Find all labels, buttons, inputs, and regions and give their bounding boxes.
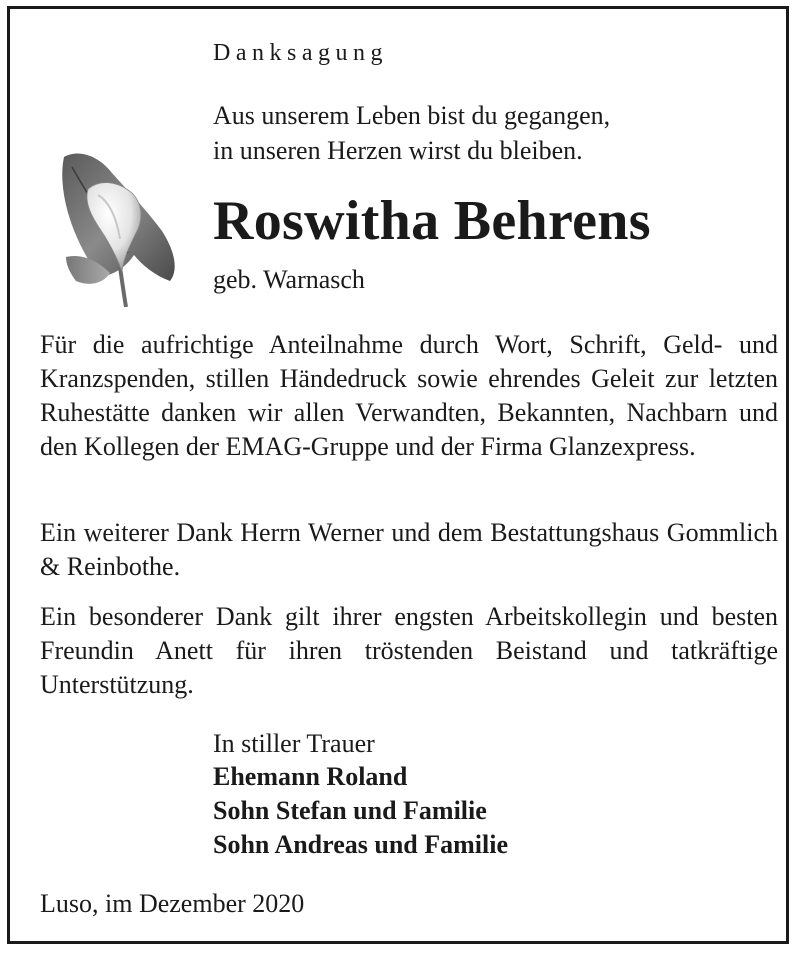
obituary-notice <box>7 6 789 944</box>
thanks-paragraph: Ein weiterer Dank Herrn Werner und dem Bestattungshaus Gommlich & Reinbothe. <box>40 518 778 581</box>
motto-line-1: Aus unserem Leben bist du gegangen, <box>213 101 611 130</box>
notice-heading: Danksagung <box>213 40 388 66</box>
mourner-name: Ehemann Roland <box>213 762 408 791</box>
deceased-name: Roswitha Behrens <box>213 190 651 252</box>
mourner-name: Sohn Stefan und Familie <box>213 796 487 825</box>
thanks-paragraph: Für die aufrichtige Anteilnahme durch Wort, Schrift, Geld- und Kranzspenden, stillen Händedruck sowie ehrendes Geleit zur letzten Ruhestätte danken wir allen Verwandten, Bekannten, Nachbarn und den Kollegen der EMAG-Gruppe und der Firma Glanzexpress. <box>40 330 778 461</box>
thanks-paragraph: Ein besonderer Dank gilt ihrer engsten Arbeitskollegin und besten Freundin Anett für ihren tröstenden Beistand und tatkräftige Unterstützung. <box>40 602 778 699</box>
mourner-name: Sohn Andreas und Familie <box>213 830 509 859</box>
motto-line-2: in unseren Herzen wirst du bleiben. <box>213 136 583 165</box>
signature-intro: In stiller Trauer <box>213 729 375 758</box>
calla-lily-icon <box>58 149 180 307</box>
place-date: Luso, im Dezember 2020 <box>40 889 305 918</box>
birth-name: geb. Warnasch <box>213 265 365 294</box>
